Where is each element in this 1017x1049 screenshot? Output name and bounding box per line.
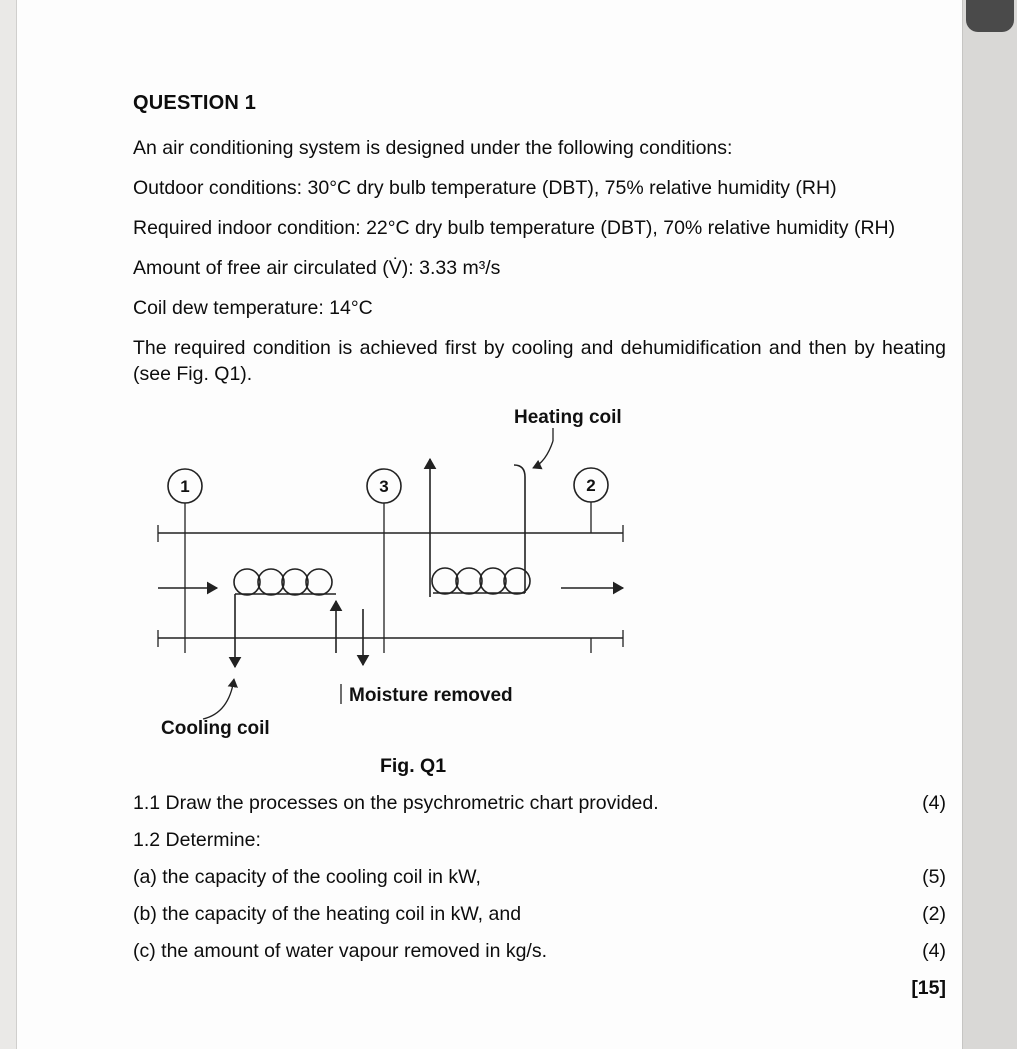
question-marks: (2) [922,903,946,926]
question-row-1-2 [133,829,946,852]
question-row-b [133,903,946,926]
figure-caption: Fig. Q1 [379,755,447,778]
question-title: QUESTION 1 [133,92,257,114]
paragraph-outdoor-conditions: Outdoor conditions: 30°C dry bulb temperature (DBT), 75% relative humidity (RH) [133,176,837,199]
question-marks: (4) [922,940,946,963]
question-row-c [133,940,946,963]
total-marks: [15] [911,977,946,1000]
state-point-2: 2 [586,476,596,496]
question-text: (b) the capacity of the heating coil in kW, and [133,903,522,926]
heating-coil-symbol [432,465,530,594]
question-text: 1.2 Determine: [133,829,261,852]
question-marks: (4) [922,792,946,815]
question-row-1-1 [133,792,946,815]
state-point-1: 1 [180,477,190,497]
cooling-coil-symbol [234,569,336,667]
paragraph-process-description: The required condition is achieved first by cooling and dehumidification and then by heating (see Fig. Q1). [133,336,946,386]
paragraph-indoor-conditions: Required indoor condition: 22°C dry bulb temperature (DBT), 70% relative humidity (RH) [133,216,896,239]
scrollbar-track[interactable] [962,0,1017,1049]
heating-coil-label: Heating coil [514,407,622,429]
scrollbar-thumb[interactable] [966,0,1014,32]
figure-q1 [133,401,946,778]
page-left-margin [0,0,17,1049]
air-conditioning-schematic [133,401,653,746]
question-row-a [133,866,946,889]
paragraph-intro: An air conditioning system is designed under the following conditions: [133,137,733,159]
paragraph-coil-dew-temp: Coil dew temperature: 14°C [133,296,373,319]
document-page [133,92,946,1000]
moisture-removed-label: Moisture removed [349,685,513,707]
question-text: (a) the capacity of the cooling coil in kW, [133,866,481,889]
question-marks: (5) [922,866,946,889]
paragraph-air-circulated: Amount of free air circulated (V̇): 3.33 m³/s [133,256,501,279]
state-point-3: 3 [379,477,389,497]
cooling-coil-label: Cooling coil [161,718,270,740]
question-text: 1.1 Draw the processes on the psychrometric chart provided. [133,792,659,815]
question-text: (c) the amount of water vapour removed in kg/s. [133,940,548,963]
